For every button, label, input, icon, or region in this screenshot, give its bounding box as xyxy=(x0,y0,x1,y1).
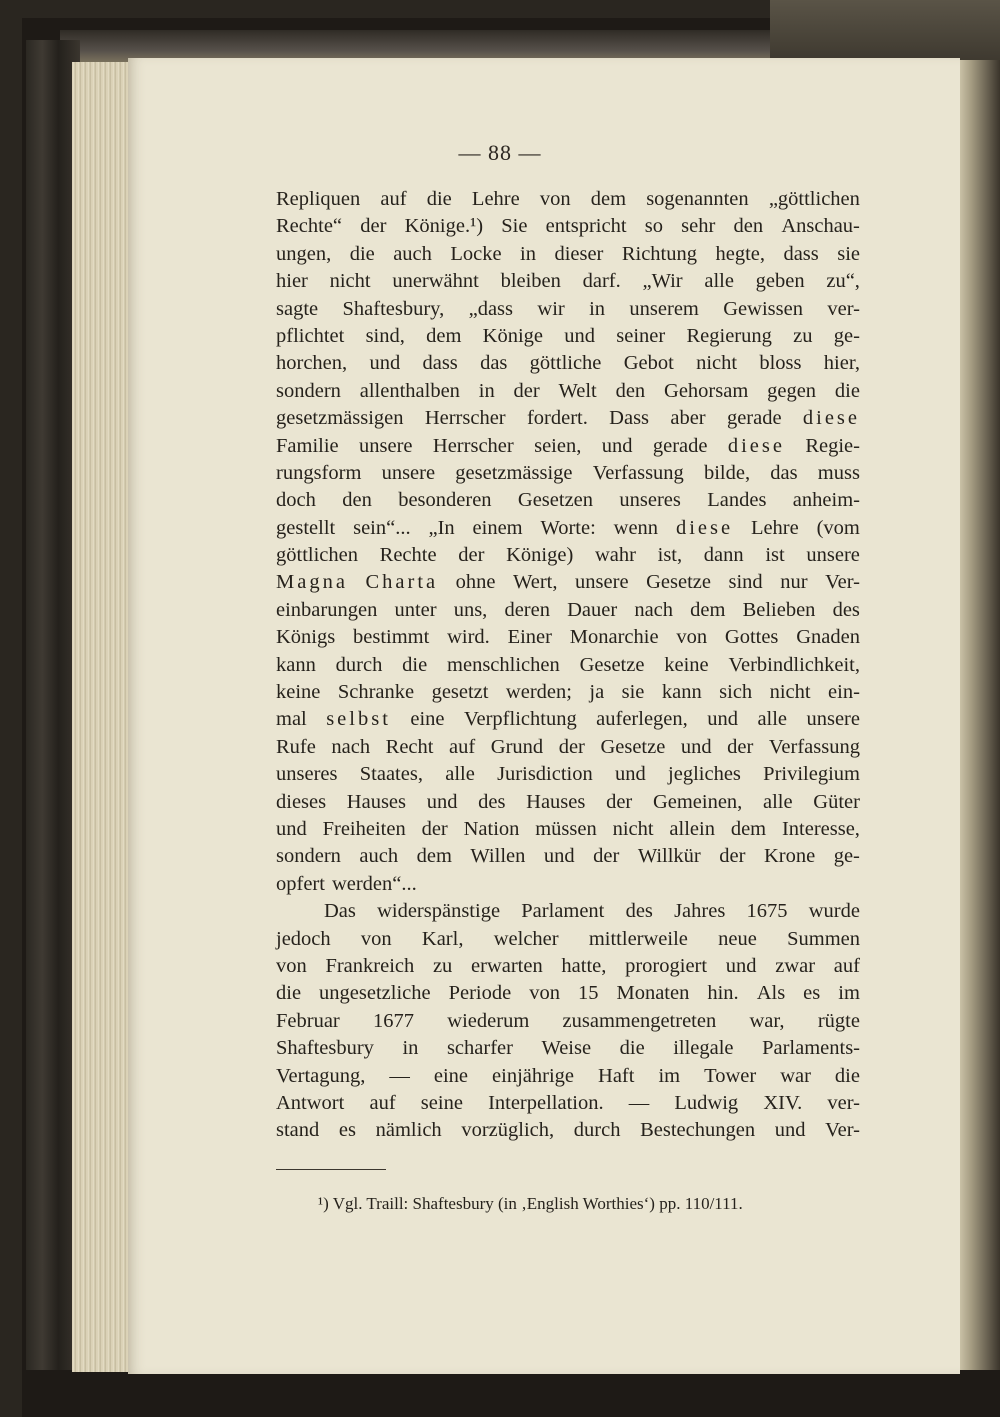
text-line: mal selbst eine Verpflichtung auferlegen, und alle unsere xyxy=(276,708,860,731)
text-line: ungen, die auch Locke in dieser Richtung hegte, dass sie xyxy=(276,242,860,265)
page-edges xyxy=(72,62,134,1372)
text-line: keine Schranke gesetzt werden; ja sie kann sich nicht ein- xyxy=(276,681,860,704)
text-line: hier nicht unerwähnt bleiben darf. „Wir alle geben zu“, xyxy=(276,270,860,293)
text-line: doch den besonderen Gesetzen unseres Landes anheim- xyxy=(276,489,860,512)
text-line: Das widerspänstige Parlament des Jahres 1675 wurde xyxy=(324,900,860,923)
text-line: pflichtet sind, dem Könige und seiner Regierung zu ge- xyxy=(276,324,860,347)
text-line: kann durch die menschlichen Gesetze keine Verbindlichkeit, xyxy=(276,653,860,676)
text-line: einbarungen unter uns, deren Dauer nach dem Belieben des xyxy=(276,598,860,621)
text-line: die ungesetzliche Periode von 15 Monaten hin. Als es im xyxy=(276,982,860,1005)
text-line: sondern allenthalben in der Welt den Gehorsam gegen die xyxy=(276,379,860,402)
text-line: Antwort auf seine Interpellation. — Ludwig XIV. ver- xyxy=(276,1091,860,1114)
text-line: Vertagung, — eine einjährige Haft im Tower war die xyxy=(276,1064,860,1087)
text-line: gestellt sein“... „In einem Worte: wenn diese Lehre (vom xyxy=(276,516,860,539)
right-page-edge xyxy=(958,60,1000,1370)
text-line: Familie unsere Herrscher seien, und gerade diese Regie- xyxy=(276,434,860,457)
text-line: dieses Hauses und des Hauses der Gemeinen, alle Güter xyxy=(276,790,860,813)
text-line: rungsform unsere gesetzmässige Verfassung bilde, das muss xyxy=(276,461,860,484)
text-line: Rechte“ der Könige.¹) Sie entspricht so sehr den Anschau- xyxy=(276,215,860,238)
text-line: göttlichen Rechte der Könige) wahr ist, dann ist unsere xyxy=(276,544,860,567)
text-line: sagte Shaftesbury, „dass wir in unserem Gewissen ver- xyxy=(276,297,860,320)
text-line: und Freiheiten der Nation müssen nicht allein dem Interesse, xyxy=(276,817,860,840)
body-text xyxy=(276,186,860,1145)
text-line: horchen, und dass das göttliche Gebot nicht bloss hier, xyxy=(276,352,860,375)
text-line: Rufe nach Recht auf Grund der Gesetze und der Verfassung xyxy=(276,735,860,758)
text-line: Königs bestimmt wird. Einer Monarchie von Gottes Gnaden xyxy=(276,626,860,649)
text-line: Magna Charta ohne Wert, unsere Gesetze sind nur Ver- xyxy=(276,571,860,594)
page-number: — 88 — xyxy=(458,140,542,165)
text-line: Februar 1677 wiederum zusammengetreten war, rügte xyxy=(276,1009,860,1032)
footnote: ¹) Vgl. Traill: Shaftesbury (in ‚English Worthies‘) pp. 110/111. xyxy=(318,1194,743,1213)
text-line: opfert werden“... xyxy=(276,872,417,895)
text-line: jedoch von Karl, welcher mittlerweile neue Summen xyxy=(276,927,860,950)
footnote-rule xyxy=(276,1169,386,1170)
text-line: sondern auch dem Willen und der Willkür der Krone ge- xyxy=(276,845,860,868)
text-line: von Frankreich zu erwarten hatte, prorogiert und zwar auf xyxy=(276,954,860,977)
text-line: stand es nämlich vorzüglich, durch Bestechungen und Ver- xyxy=(276,1119,860,1142)
text-line: unseres Staates, alle Jurisdiction und jegliches Privilegium xyxy=(276,763,860,786)
text-line: gesetzmässigen Herrscher fordert. Dass aber gerade diese xyxy=(276,407,860,430)
text-line: Repliquen auf die Lehre von dem sogenannten „göttlichen xyxy=(276,188,860,210)
text-line: Shaftesbury in scharfer Weise die illegale Parlaments- xyxy=(276,1037,860,1060)
